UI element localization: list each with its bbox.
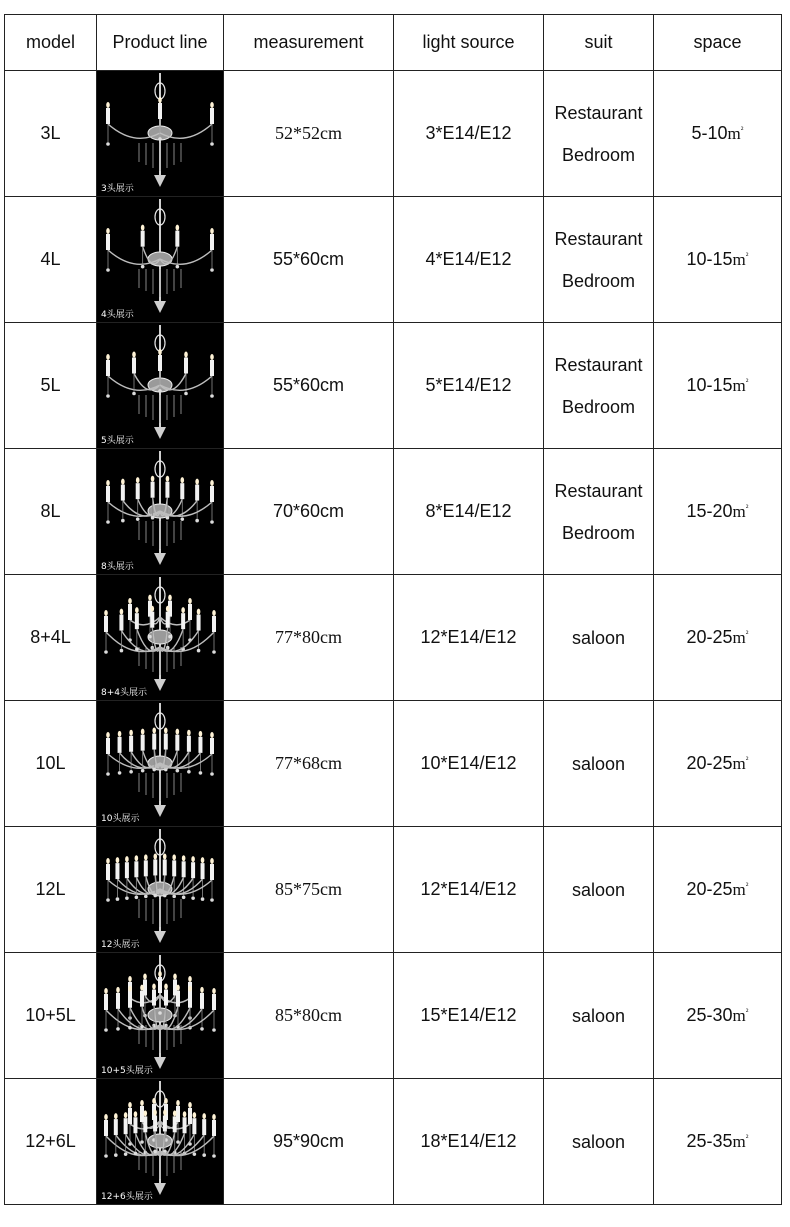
unit-base: m (732, 880, 746, 899)
header-row (5, 15, 782, 71)
suit-cell (544, 953, 654, 1079)
header-product-line: Product line (97, 15, 224, 71)
suit-label: Bedroom (561, 270, 636, 291)
measurement-cell: 55*60cm (224, 197, 394, 323)
suit-label: Restaurant (554, 480, 643, 501)
unit-sup: ² (745, 502, 749, 513)
image-caption: 8+4头展示 (101, 688, 147, 698)
space-value: 20-25 (686, 627, 733, 647)
chandelier-icon (97, 197, 223, 322)
suit-label: Bedroom (561, 396, 636, 417)
light-source-cell: 5*E14/E12 (394, 323, 544, 449)
space-cell (654, 197, 782, 323)
table-row (5, 71, 782, 197)
space-cell (654, 575, 782, 701)
table-row (5, 953, 782, 1079)
space-value: 10-15 (686, 375, 733, 395)
unit-sup: ² (745, 1132, 749, 1143)
chandelier-icon (97, 953, 223, 1078)
suit-label: Restaurant (554, 354, 643, 375)
header-measurement: measurement (224, 15, 394, 71)
light-source-cell: 3*E14/E12 (394, 71, 544, 197)
unit-base: m (732, 1132, 746, 1151)
unit-sup: ² (745, 376, 749, 387)
light-source-cell: 15*E14/E12 (394, 953, 544, 1079)
suit-label: Restaurant (554, 228, 643, 249)
chandelier-drawing (106, 325, 214, 439)
suit-label: Restaurant (554, 102, 643, 123)
space-cell (654, 449, 782, 575)
chandelier-drawing (106, 73, 214, 187)
image-caption: 4头展示 (101, 310, 134, 320)
suit-label: saloon (571, 1131, 626, 1152)
chandelier-image (97, 71, 223, 196)
chandelier-image (97, 827, 223, 952)
chandelier-image (97, 575, 223, 700)
image-caption: 12+6头展示 (101, 1192, 153, 1202)
suit-cell (544, 449, 654, 575)
chandelier-drawing (106, 199, 214, 313)
measurement-cell: 85*80cm (224, 953, 394, 1079)
suit-cell (544, 701, 654, 827)
light-source-cell: 10*E14/E12 (394, 701, 544, 827)
unit-base: m (732, 1006, 746, 1025)
suit-cell (544, 827, 654, 953)
chandelier-icon (97, 449, 223, 574)
image-caption: 5头展示 (101, 436, 134, 446)
header-suit: suit (544, 15, 654, 71)
image-caption: 10头展示 (101, 814, 140, 824)
space-unit (733, 502, 749, 521)
unit-base: m (732, 754, 746, 773)
table-row (5, 323, 782, 449)
measurement-cell: 70*60cm (224, 449, 394, 575)
suit-cell (544, 197, 654, 323)
unit-sup: ² (745, 250, 749, 261)
measurement-cell: 85*75cm (224, 827, 394, 953)
image-caption: 8头展示 (101, 562, 134, 572)
model-cell: 10+5L (5, 953, 97, 1079)
model-cell: 8+4L (5, 575, 97, 701)
chandelier-image (97, 197, 223, 322)
image-caption: 12头展示 (101, 940, 140, 950)
header-light-source: light source (394, 15, 544, 71)
space-unit (733, 880, 749, 899)
product-image-cell (97, 197, 224, 323)
chandelier-icon (97, 701, 223, 826)
space-value: 15-20 (686, 501, 733, 521)
table-row (5, 827, 782, 953)
product-image-cell (97, 71, 224, 197)
space-cell (654, 323, 782, 449)
chandelier-drawing (106, 451, 214, 565)
chandelier-icon (97, 575, 223, 700)
suit-cell (544, 1079, 654, 1205)
model-cell: 12L (5, 827, 97, 953)
unit-base: m (732, 502, 746, 521)
space-value: 10-15 (686, 249, 733, 269)
space-unit (733, 250, 749, 269)
unit-sup: ² (740, 124, 744, 135)
image-caption: 10+5头展示 (101, 1066, 153, 1076)
image-caption: 3头展示 (101, 184, 134, 194)
suit-cell (544, 575, 654, 701)
unit-base: m (732, 376, 746, 395)
header-space: space (654, 15, 782, 71)
product-image-cell (97, 1079, 224, 1205)
model-cell: 8L (5, 449, 97, 575)
light-source-cell: 12*E14/E12 (394, 575, 544, 701)
model-cell: 3L (5, 71, 97, 197)
chandelier-image (97, 449, 223, 574)
suit-label: Bedroom (561, 144, 636, 165)
chandelier-icon (97, 1079, 223, 1204)
space-cell (654, 1079, 782, 1205)
product-image-cell (97, 323, 224, 449)
chandelier-icon (97, 323, 223, 448)
header-model: model (5, 15, 97, 71)
chandelier-drawing (104, 955, 216, 1069)
unit-sup: ² (745, 880, 749, 891)
space-cell (654, 701, 782, 827)
table-row (5, 197, 782, 323)
light-source-cell: 18*E14/E12 (394, 1079, 544, 1205)
product-image-cell (97, 575, 224, 701)
suit-label: saloon (571, 1005, 626, 1026)
suit-label: saloon (571, 627, 626, 648)
space-value: 20-25 (686, 753, 733, 773)
chandelier-drawing (104, 1081, 216, 1195)
space-value: 25-35 (686, 1131, 733, 1151)
light-source-cell: 4*E14/E12 (394, 197, 544, 323)
measurement-cell: 52*52cm (224, 71, 394, 197)
suit-cell (544, 323, 654, 449)
unit-base: m (732, 250, 746, 269)
unit-sup: ² (745, 1006, 749, 1017)
table-row (5, 575, 782, 701)
table-row (5, 1079, 782, 1205)
chandelier-image (97, 323, 223, 448)
unit-base: m (727, 124, 741, 143)
space-value: 20-25 (686, 879, 733, 899)
space-unit (728, 124, 744, 143)
unit-base: m (732, 628, 746, 647)
chandelier-drawing (104, 577, 216, 691)
measurement-cell: 77*68cm (224, 701, 394, 827)
space-unit (733, 1132, 749, 1151)
chandelier-drawing (106, 829, 214, 943)
space-unit (733, 376, 749, 395)
suit-label: saloon (571, 879, 626, 900)
chandelier-icon (97, 827, 223, 952)
space-unit (733, 628, 749, 647)
model-cell: 5L (5, 323, 97, 449)
space-cell (654, 827, 782, 953)
product-image-cell (97, 827, 224, 953)
model-cell: 4L (5, 197, 97, 323)
chandelier-image (97, 701, 223, 826)
space-cell (654, 71, 782, 197)
light-source-cell: 12*E14/E12 (394, 827, 544, 953)
unit-sup: ² (745, 628, 749, 639)
spec-table (4, 14, 782, 1205)
measurement-cell: 95*90cm (224, 1079, 394, 1205)
chandelier-drawing (106, 703, 214, 817)
measurement-cell: 77*80cm (224, 575, 394, 701)
space-cell (654, 953, 782, 1079)
suit-label: Bedroom (561, 522, 636, 543)
unit-sup: ² (745, 754, 749, 765)
space-value: 5-10 (691, 123, 728, 143)
product-image-cell (97, 701, 224, 827)
model-cell: 10L (5, 701, 97, 827)
table-row (5, 449, 782, 575)
chandelier-image (97, 1079, 223, 1204)
light-source-cell: 8*E14/E12 (394, 449, 544, 575)
chandelier-icon (97, 71, 223, 196)
product-image-cell (97, 449, 224, 575)
table-row (5, 701, 782, 827)
model-cell: 12+6L (5, 1079, 97, 1205)
suit-cell (544, 71, 654, 197)
space-unit (733, 754, 749, 773)
suit-label: saloon (571, 753, 626, 774)
space-value: 25-30 (686, 1005, 733, 1025)
product-image-cell (97, 953, 224, 1079)
measurement-cell: 55*60cm (224, 323, 394, 449)
chandelier-image (97, 953, 223, 1078)
space-unit (733, 1006, 749, 1025)
